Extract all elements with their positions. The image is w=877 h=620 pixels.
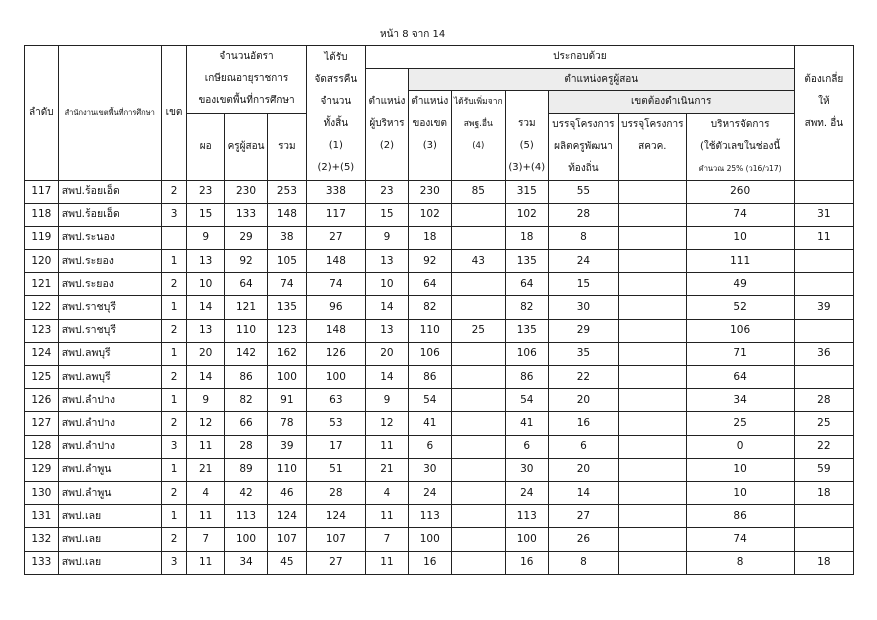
cell-total: 30 xyxy=(505,458,548,481)
cell-manage: 10 xyxy=(686,226,794,249)
cell-area: สพป.ลำปาง xyxy=(58,412,161,435)
cell-total: 100 xyxy=(505,528,548,551)
table-row xyxy=(25,226,854,249)
cell-zpos: 41 xyxy=(408,412,451,435)
cell-extra xyxy=(451,296,505,319)
cell-total: 16 xyxy=(505,551,548,574)
page-number: หน้า 8 จาก 14 xyxy=(380,29,446,40)
cell-alloc: 74 xyxy=(306,273,365,296)
cell-seq: 127 xyxy=(25,412,59,435)
cell-area: สพป.ระยอง xyxy=(58,250,161,273)
cell-admin: 14 xyxy=(365,366,408,389)
cell-seq: 118 xyxy=(25,203,59,226)
cell-teach: 42 xyxy=(225,481,268,504)
cell-teach: 89 xyxy=(225,458,268,481)
cell-zone: 2 xyxy=(161,180,187,203)
cell-alloc: 27 xyxy=(306,551,365,574)
table-row xyxy=(25,319,854,342)
cell-area: สพป.เลย xyxy=(58,528,161,551)
cell-give: 18 xyxy=(794,551,853,574)
cell-zpos: 6 xyxy=(408,435,451,458)
cell-alloc: 28 xyxy=(306,481,365,504)
cell-extra xyxy=(451,273,505,296)
cell-zpos: 18 xyxy=(408,226,451,249)
cell-teach: 86 xyxy=(225,366,268,389)
cell-manage: 106 xyxy=(686,319,794,342)
cell-seq: 123 xyxy=(25,319,59,342)
cell-sum: 123 xyxy=(267,319,306,342)
cell-admin: 14 xyxy=(365,296,408,319)
cell-sum: 148 xyxy=(267,203,306,226)
cell-zone: 3 xyxy=(161,203,187,226)
table-row xyxy=(25,203,854,226)
cell-area: สพป.ราชบุรี xyxy=(58,296,161,319)
table-row xyxy=(25,250,854,273)
cell-proj: 22 xyxy=(548,366,618,389)
cell-sum: 78 xyxy=(267,412,306,435)
cell-give xyxy=(794,505,853,528)
cell-admin: 11 xyxy=(365,505,408,528)
cell-sum: 162 xyxy=(267,342,306,365)
header-seq: ลำดับ xyxy=(25,46,59,181)
cell-alloc: 51 xyxy=(306,458,365,481)
cell-teach: 142 xyxy=(225,342,268,365)
cell-proj: 8 xyxy=(548,551,618,574)
cell-skvk xyxy=(619,226,686,249)
table-row xyxy=(25,342,854,365)
cell-admin: 9 xyxy=(365,389,408,412)
cell-manage: 49 xyxy=(686,273,794,296)
cell-skvk xyxy=(619,412,686,435)
cell-area: สพป.เลย xyxy=(58,551,161,574)
cell-give: 39 xyxy=(794,296,853,319)
cell-proj: 14 xyxy=(548,481,618,504)
cell-total: 106 xyxy=(505,342,548,365)
table-row xyxy=(25,435,854,458)
cell-dir: 23 xyxy=(187,180,225,203)
cell-area: สพป.ลำปาง xyxy=(58,435,161,458)
cell-alloc: 27 xyxy=(306,226,365,249)
cell-proj: 55 xyxy=(548,180,618,203)
cell-zone: 2 xyxy=(161,528,187,551)
cell-alloc: 148 xyxy=(306,250,365,273)
cell-sum: 45 xyxy=(267,551,306,574)
cell-seq: 122 xyxy=(25,296,59,319)
cell-seq: 120 xyxy=(25,250,59,273)
cell-seq: 128 xyxy=(25,435,59,458)
cell-proj: 35 xyxy=(548,342,618,365)
cell-total: 135 xyxy=(505,319,548,342)
cell-sum: 107 xyxy=(267,528,306,551)
cell-zpos: 106 xyxy=(408,342,451,365)
cell-skvk xyxy=(619,505,686,528)
header-total-teachers: รวม (5) (3)+(4) xyxy=(505,91,548,181)
cell-seq: 126 xyxy=(25,389,59,412)
cell-extra xyxy=(451,412,505,435)
cell-zone: 2 xyxy=(161,412,187,435)
cell-skvk xyxy=(619,551,686,574)
table-row xyxy=(25,551,854,574)
cell-area: สพป.ลพบุรี xyxy=(58,366,161,389)
cell-sum: 124 xyxy=(267,505,306,528)
cell-dir: 11 xyxy=(187,505,225,528)
table-row xyxy=(25,458,854,481)
cell-proj: 24 xyxy=(548,250,618,273)
cell-alloc: 126 xyxy=(306,342,365,365)
cell-seq: 124 xyxy=(25,342,59,365)
cell-seq: 132 xyxy=(25,528,59,551)
cell-proj: 15 xyxy=(548,273,618,296)
cell-zone: 2 xyxy=(161,319,187,342)
cell-manage: 71 xyxy=(686,342,794,365)
cell-give: 18 xyxy=(794,481,853,504)
cell-admin: 7 xyxy=(365,528,408,551)
cell-alloc: 117 xyxy=(306,203,365,226)
cell-manage: 0 xyxy=(686,435,794,458)
cell-zpos: 64 xyxy=(408,273,451,296)
cell-area: สพป.ลำพูน xyxy=(58,481,161,504)
cell-extra: 43 xyxy=(451,250,505,273)
table-row xyxy=(25,273,854,296)
cell-teach: 34 xyxy=(225,551,268,574)
cell-dir: 7 xyxy=(187,528,225,551)
cell-alloc: 124 xyxy=(306,505,365,528)
cell-zone: 3 xyxy=(161,551,187,574)
cell-zpos: 82 xyxy=(408,296,451,319)
cell-proj: 20 xyxy=(548,389,618,412)
cell-dir: 14 xyxy=(187,296,225,319)
header-teacher-position: ตำแหน่งครูผู้สอน xyxy=(408,68,794,91)
cell-skvk xyxy=(619,342,686,365)
cell-give xyxy=(794,528,853,551)
header-local-teacher-project: บรรจุโครงการ ผลิตครูพัฒนา ท้องถิ่น xyxy=(548,113,618,180)
cell-zpos: 86 xyxy=(408,366,451,389)
table-row xyxy=(25,412,854,435)
cell-extra xyxy=(451,342,505,365)
cell-skvk xyxy=(619,389,686,412)
cell-give xyxy=(794,250,853,273)
cell-skvk xyxy=(619,180,686,203)
cell-seq: 117 xyxy=(25,180,59,203)
cell-proj: 20 xyxy=(548,458,618,481)
cell-sum: 39 xyxy=(267,435,306,458)
cell-sum: 38 xyxy=(267,226,306,249)
cell-teach: 121 xyxy=(225,296,268,319)
cell-zpos: 230 xyxy=(408,180,451,203)
cell-proj: 29 xyxy=(548,319,618,342)
cell-proj: 26 xyxy=(548,528,618,551)
cell-extra xyxy=(451,435,505,458)
cell-zone: 1 xyxy=(161,342,187,365)
header-skvk-project: บรรจุโครงการ สควค. xyxy=(619,113,686,180)
cell-dir: 20 xyxy=(187,342,225,365)
cell-extra xyxy=(451,551,505,574)
cell-alloc: 100 xyxy=(306,366,365,389)
cell-dir: 13 xyxy=(187,319,225,342)
cell-proj: 28 xyxy=(548,203,618,226)
cell-zone: 2 xyxy=(161,481,187,504)
cell-teach: 64 xyxy=(225,273,268,296)
cell-admin: 13 xyxy=(365,250,408,273)
cell-dir: 4 xyxy=(187,481,225,504)
cell-total: 135 xyxy=(505,250,548,273)
cell-admin: 4 xyxy=(365,481,408,504)
cell-manage: 64 xyxy=(686,366,794,389)
cell-manage: 8 xyxy=(686,551,794,574)
cell-zpos: 92 xyxy=(408,250,451,273)
cell-teach: 110 xyxy=(225,319,268,342)
cell-zone: 1 xyxy=(161,389,187,412)
cell-extra xyxy=(451,458,505,481)
cell-skvk xyxy=(619,481,686,504)
cell-teach: 100 xyxy=(225,528,268,551)
cell-area: สพป.เลย xyxy=(58,505,161,528)
cell-admin: 9 xyxy=(365,226,408,249)
table-row xyxy=(25,389,854,412)
cell-seq: 133 xyxy=(25,551,59,574)
header-management: บริหารจัดการ (ใช้ตัวเลขในช่องนี้ คำนวณ 25% (ว16/ว17) xyxy=(686,113,794,180)
table-row xyxy=(25,505,854,528)
allocation-table xyxy=(24,45,854,575)
cell-give: 11 xyxy=(794,226,853,249)
cell-teach: 28 xyxy=(225,435,268,458)
cell-alloc: 338 xyxy=(306,180,365,203)
cell-zone: 1 xyxy=(161,458,187,481)
cell-proj: 16 xyxy=(548,412,618,435)
cell-give xyxy=(794,319,853,342)
table-row xyxy=(25,296,854,319)
cell-proj: 8 xyxy=(548,226,618,249)
header-teacher: ครูผู้สอน xyxy=(225,113,268,180)
cell-zpos: 102 xyxy=(408,203,451,226)
cell-give xyxy=(794,273,853,296)
cell-alloc: 17 xyxy=(306,435,365,458)
cell-give: 31 xyxy=(794,203,853,226)
cell-zpos: 30 xyxy=(408,458,451,481)
cell-manage: 10 xyxy=(686,458,794,481)
cell-admin: 11 xyxy=(365,435,408,458)
cell-manage: 86 xyxy=(686,505,794,528)
cell-admin: 12 xyxy=(365,412,408,435)
cell-sum: 105 xyxy=(267,250,306,273)
cell-skvk xyxy=(619,528,686,551)
cell-manage: 34 xyxy=(686,389,794,412)
cell-give: 36 xyxy=(794,342,853,365)
cell-skvk xyxy=(619,458,686,481)
header-composed-of: ประกอบด้วย xyxy=(365,46,794,69)
cell-teach: 92 xyxy=(225,250,268,273)
header-zone-position: ตำแหน่ง ของเขต (3) xyxy=(408,91,451,181)
cell-give xyxy=(794,180,853,203)
cell-sum: 253 xyxy=(267,180,306,203)
cell-manage: 52 xyxy=(686,296,794,319)
cell-total: 64 xyxy=(505,273,548,296)
cell-seq: 130 xyxy=(25,481,59,504)
cell-skvk xyxy=(619,435,686,458)
cell-area: สพป.ราชบุรี xyxy=(58,319,161,342)
cell-area: สพป.ร้อยเอ็ด xyxy=(58,203,161,226)
cell-manage: 260 xyxy=(686,180,794,203)
cell-proj: 27 xyxy=(548,505,618,528)
cell-area: สพป.ระยอง xyxy=(58,273,161,296)
cell-teach: 82 xyxy=(225,389,268,412)
cell-sum: 74 xyxy=(267,273,306,296)
header-extra-from-other: ได้รับเพิ่มจาก สพฐ.อื่น (4) xyxy=(451,91,505,181)
cell-area: สพป.ลำพูน xyxy=(58,458,161,481)
header-allocated-total: ได้รับ จัดสรรคืน จำนวน ทั้งสิ้น (1) (2)+(5) xyxy=(306,46,365,181)
header-area: สำนักงานเขตพื้นที่การศึกษา xyxy=(58,46,161,181)
cell-zpos: 24 xyxy=(408,481,451,504)
cell-dir: 12 xyxy=(187,412,225,435)
cell-dir: 9 xyxy=(187,226,225,249)
cell-extra: 25 xyxy=(451,319,505,342)
cell-total: 54 xyxy=(505,389,548,412)
cell-area: สพป.ระนอง xyxy=(58,226,161,249)
cell-sum: 100 xyxy=(267,366,306,389)
cell-teach: 29 xyxy=(225,226,268,249)
cell-proj: 30 xyxy=(548,296,618,319)
cell-dir: 14 xyxy=(187,366,225,389)
cell-sum: 46 xyxy=(267,481,306,504)
cell-dir: 11 xyxy=(187,551,225,574)
cell-give: 59 xyxy=(794,458,853,481)
cell-zone: 2 xyxy=(161,366,187,389)
cell-manage: 74 xyxy=(686,528,794,551)
cell-skvk xyxy=(619,366,686,389)
cell-zpos: 16 xyxy=(408,551,451,574)
cell-total: 86 xyxy=(505,366,548,389)
table-row xyxy=(25,481,854,504)
cell-alloc: 53 xyxy=(306,412,365,435)
header-zone: เขต xyxy=(161,46,187,181)
cell-manage: 25 xyxy=(686,412,794,435)
cell-extra xyxy=(451,203,505,226)
cell-admin: 10 xyxy=(365,273,408,296)
cell-alloc: 107 xyxy=(306,528,365,551)
cell-zone xyxy=(161,226,187,249)
cell-zone: 1 xyxy=(161,250,187,273)
cell-sum: 91 xyxy=(267,389,306,412)
cell-total: 315 xyxy=(505,180,548,203)
cell-teach: 230 xyxy=(225,180,268,203)
cell-total: 18 xyxy=(505,226,548,249)
cell-alloc: 148 xyxy=(306,319,365,342)
cell-seq: 129 xyxy=(25,458,59,481)
cell-total: 102 xyxy=(505,203,548,226)
header-zone-action: เขตต้องดำเนินการ xyxy=(548,91,794,114)
cell-extra xyxy=(451,505,505,528)
cell-teach: 66 xyxy=(225,412,268,435)
header-director: ผอ xyxy=(187,113,225,180)
cell-skvk xyxy=(619,203,686,226)
cell-sum: 135 xyxy=(267,296,306,319)
header-redistribute: ต้องเกลี่ย ให้ สพท. อื่น xyxy=(794,46,853,181)
cell-manage: 10 xyxy=(686,481,794,504)
cell-dir: 11 xyxy=(187,435,225,458)
cell-extra xyxy=(451,528,505,551)
cell-admin: 15 xyxy=(365,203,408,226)
cell-extra xyxy=(451,481,505,504)
cell-area: สพป.ร้อยเอ็ด xyxy=(58,180,161,203)
cell-give xyxy=(794,366,853,389)
cell-seq: 119 xyxy=(25,226,59,249)
cell-skvk xyxy=(619,273,686,296)
table-row xyxy=(25,366,854,389)
cell-total: 113 xyxy=(505,505,548,528)
cell-zone: 2 xyxy=(161,273,187,296)
cell-give: 22 xyxy=(794,435,853,458)
cell-manage: 74 xyxy=(686,203,794,226)
cell-total: 6 xyxy=(505,435,548,458)
cell-sum: 110 xyxy=(267,458,306,481)
cell-dir: 13 xyxy=(187,250,225,273)
cell-zpos: 54 xyxy=(408,389,451,412)
cell-zone: 1 xyxy=(161,505,187,528)
table-body xyxy=(25,180,854,574)
cell-give: 25 xyxy=(794,412,853,435)
cell-extra xyxy=(451,389,505,412)
cell-dir: 10 xyxy=(187,273,225,296)
cell-seq: 131 xyxy=(25,505,59,528)
cell-dir: 21 xyxy=(187,458,225,481)
cell-admin: 11 xyxy=(365,551,408,574)
header-quota-sum: รวม xyxy=(267,113,306,180)
cell-extra: 85 xyxy=(451,180,505,203)
cell-total: 24 xyxy=(505,481,548,504)
cell-total: 82 xyxy=(505,296,548,319)
cell-zone: 1 xyxy=(161,296,187,319)
cell-alloc: 63 xyxy=(306,389,365,412)
cell-extra xyxy=(451,366,505,389)
cell-teach: 133 xyxy=(225,203,268,226)
table-header xyxy=(25,46,854,181)
cell-give: 28 xyxy=(794,389,853,412)
cell-extra xyxy=(451,226,505,249)
cell-zpos: 110 xyxy=(408,319,451,342)
table-row xyxy=(25,180,854,203)
cell-skvk xyxy=(619,319,686,342)
cell-area: สพป.ลพบุรี xyxy=(58,342,161,365)
cell-admin: 13 xyxy=(365,319,408,342)
cell-admin: 20 xyxy=(365,342,408,365)
cell-alloc: 96 xyxy=(306,296,365,319)
cell-seq: 121 xyxy=(25,273,59,296)
cell-dir: 15 xyxy=(187,203,225,226)
cell-skvk xyxy=(619,250,686,273)
table-row xyxy=(25,528,854,551)
cell-admin: 23 xyxy=(365,180,408,203)
header-retirement-quota: จำนวนอัตรา เกษียณอายุราชการ ของเขตพื้นที่การศึกษา xyxy=(187,46,306,114)
cell-zone: 3 xyxy=(161,435,187,458)
cell-manage: 111 xyxy=(686,250,794,273)
cell-seq: 125 xyxy=(25,366,59,389)
cell-zpos: 113 xyxy=(408,505,451,528)
cell-skvk xyxy=(619,296,686,319)
header-admin-position: ตำแหน่ง ผู้บริหาร (2) xyxy=(365,68,408,180)
cell-zpos: 100 xyxy=(408,528,451,551)
cell-admin: 21 xyxy=(365,458,408,481)
cell-teach: 113 xyxy=(225,505,268,528)
cell-dir: 9 xyxy=(187,389,225,412)
cell-proj: 6 xyxy=(548,435,618,458)
cell-area: สพป.ลำปาง xyxy=(58,389,161,412)
cell-total: 41 xyxy=(505,412,548,435)
